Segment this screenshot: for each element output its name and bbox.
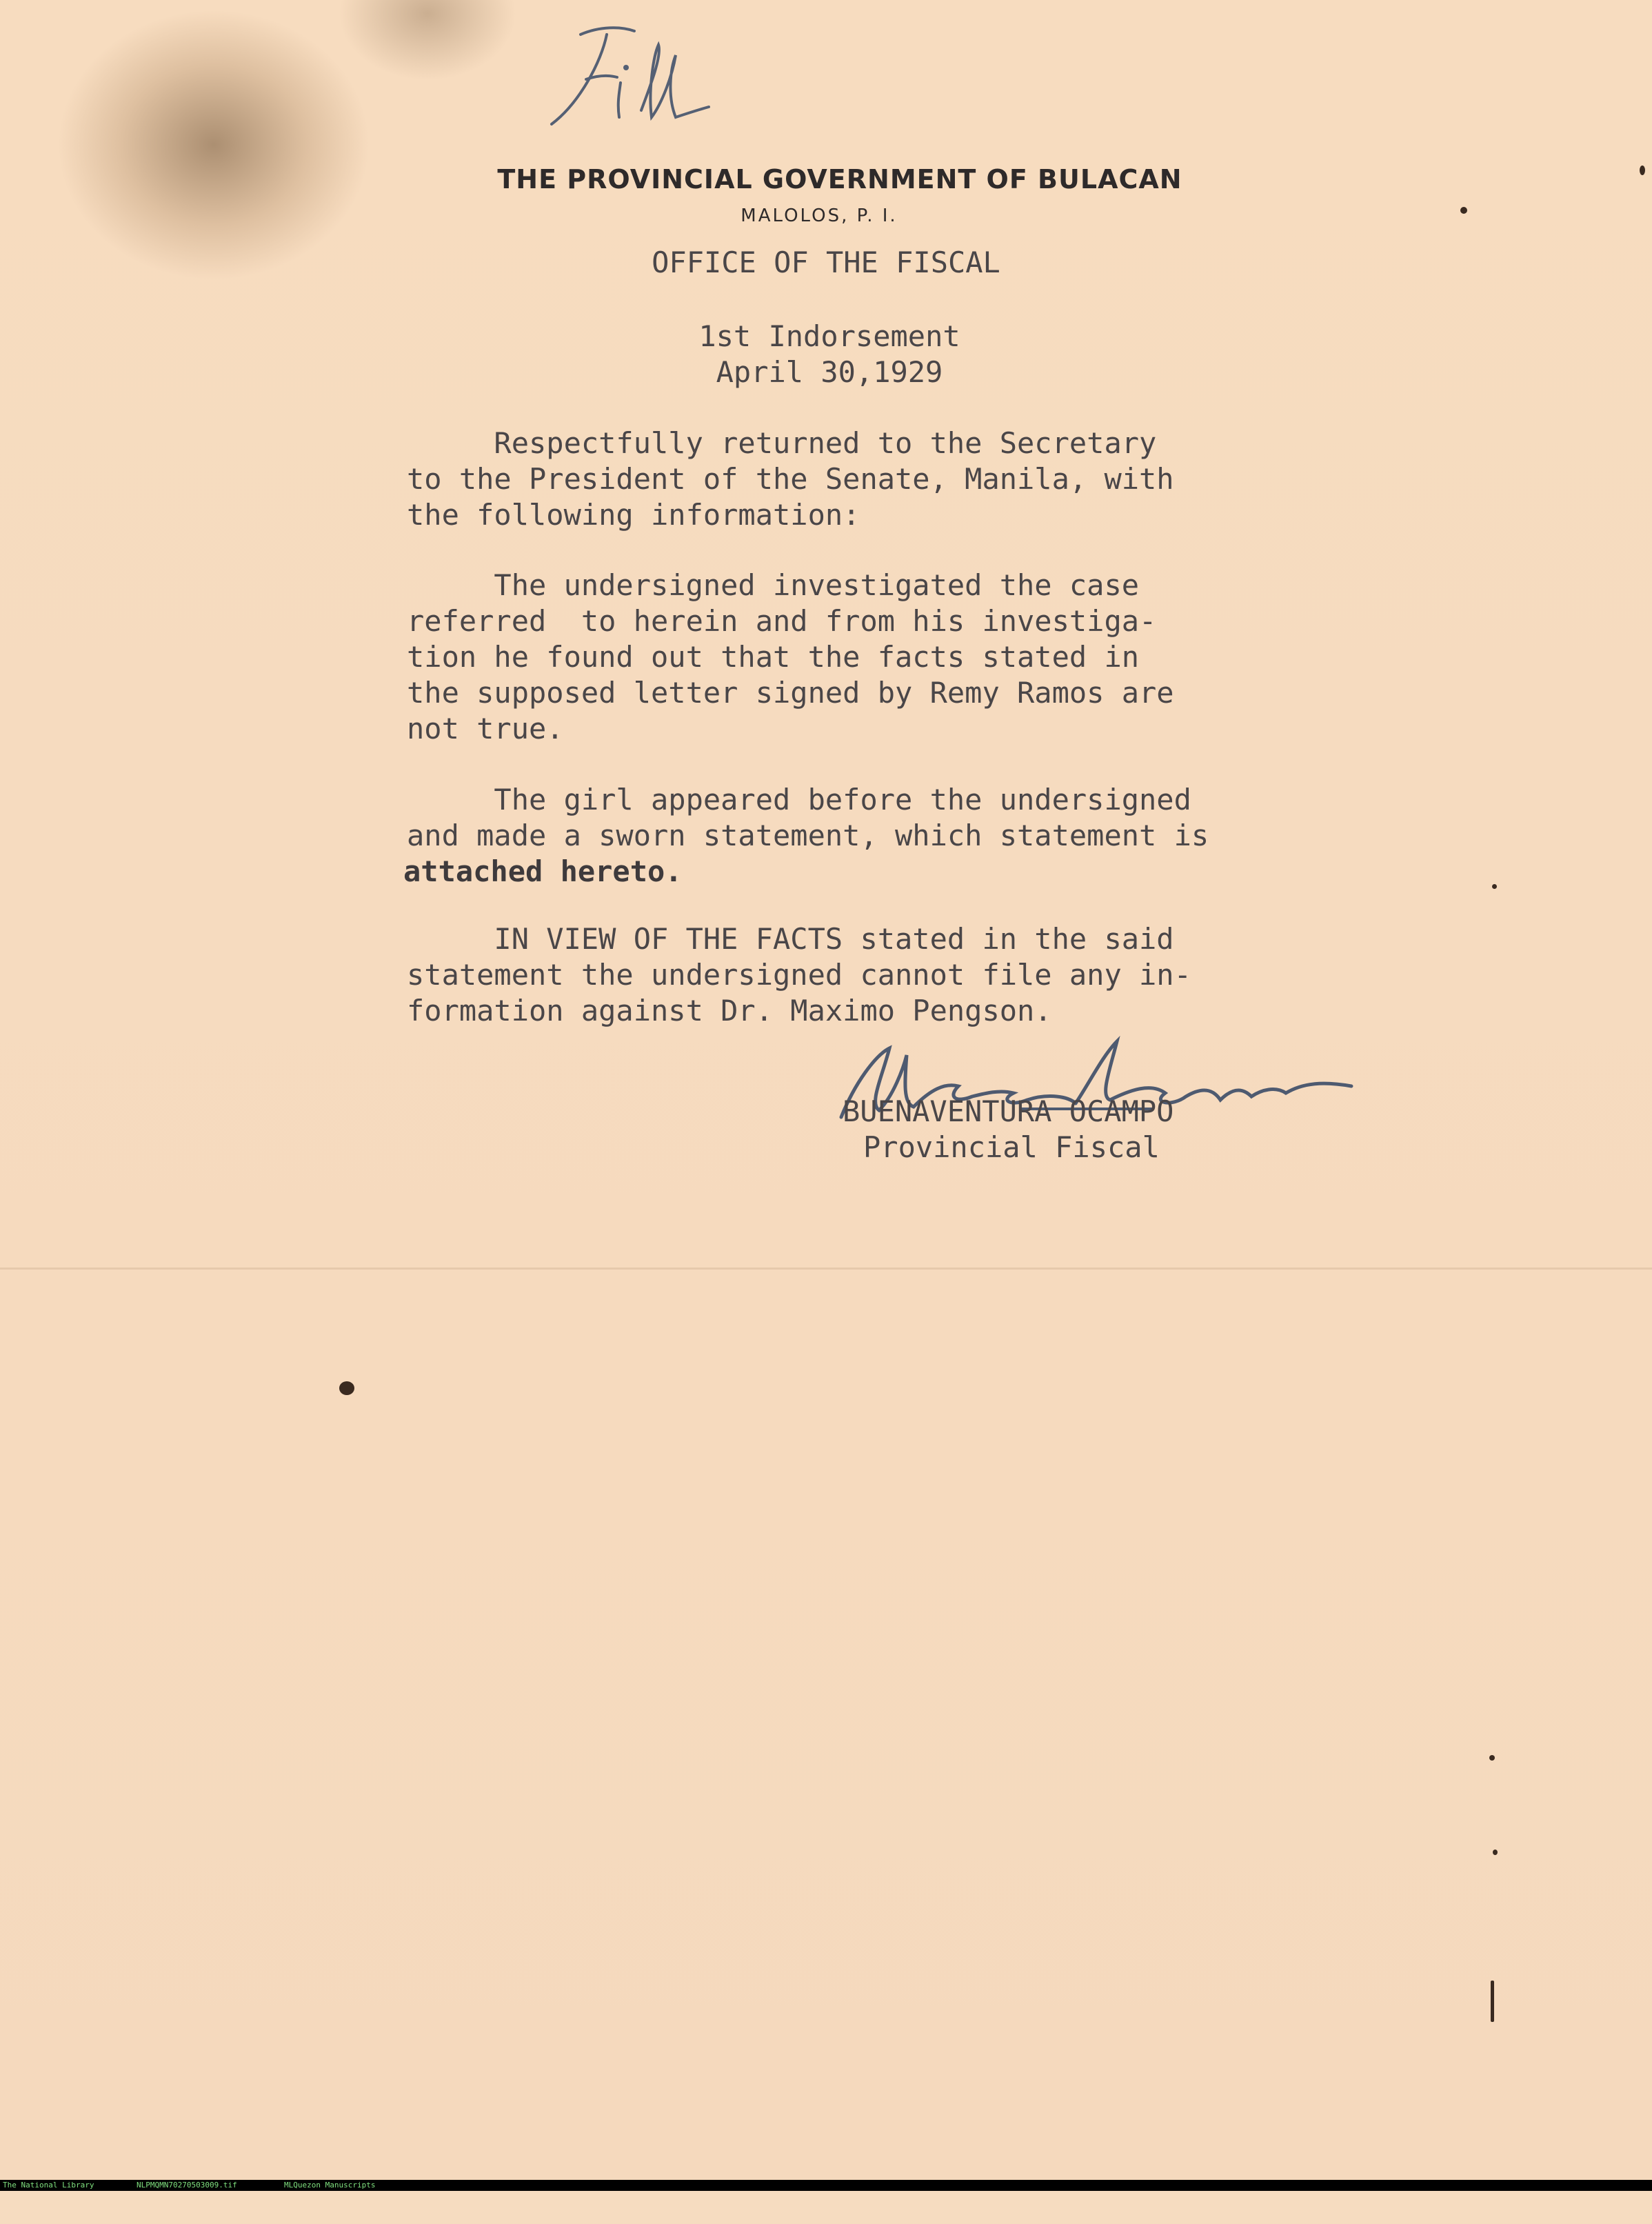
paragraph-2-line-1: The undersigned investigated the case [407,568,1140,602]
ink-spot [339,1381,354,1395]
signatory-name: BUENAVENTURA OCAMPO [843,1094,1174,1128]
office-heading: OFFICE OF THE FISCAL [652,246,1000,279]
paragraph-3-line-1: The girl appeared before the undersigned [407,783,1191,817]
paragraph-4-line-3: formation against Dr. Maximo Pengson. [407,994,1052,1028]
signatory-title: Provincial Fiscal [863,1130,1160,1164]
letterhead-city: MALOLOS, P. I. [741,206,898,226]
paragraph-2-line-2: referred to herein and from his investiga- [407,604,1157,638]
paragraph-3-line-2: and made a sworn statement, which statement is [407,819,1209,852]
paragraph-1-line-3: the following information: [407,498,860,532]
letterhead-title: THE PROVINCIAL GOVERNMENT OF BULACAN [497,164,1182,194]
ink-spot [1489,1755,1495,1761]
footer-library: The National Library [3,2181,94,2190]
footer-collection: MLQuezon Manuscripts [284,2181,376,2190]
handwritten-file-note [538,14,745,138]
paragraph-2-line-3: tion he found out that the facts stated in [407,640,1140,674]
paragraph-4-line-1: IN VIEW OF THE FACTS stated in the said [407,922,1174,956]
paragraph-1-line-2: to the President of the Senate, Manila, with [407,462,1174,496]
paper-fold [0,1268,1652,1270]
indorsement-date: April 30,1929 [716,355,943,389]
scan-footer-bar [0,2180,1652,2191]
indorsement-label: 1st Indorsement [698,319,960,353]
ink-mark [1491,1981,1494,2022]
paragraph-4-line-2: statement the undersigned cannot file any in- [407,958,1191,992]
ink-spot [1492,884,1497,889]
paragraph-3-line-3: attached hereto. [403,854,683,888]
ink-spot [1493,1850,1498,1855]
footer-filename: NLPMQMN70270503009.tif [137,2181,237,2190]
paragraph-2-line-5: not true. [407,712,564,745]
paragraph-2-line-4: the supposed letter signed by Remy Ramos are [407,676,1174,710]
paragraph-1-line-1: Respectfully returned to the Secretary [407,426,1157,460]
